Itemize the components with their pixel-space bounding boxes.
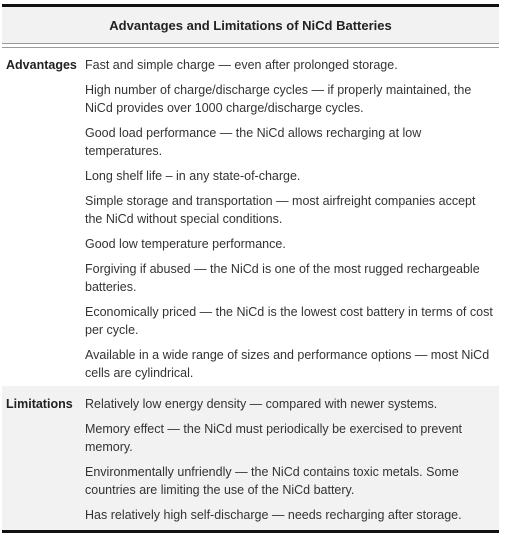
advantage-item: Fast and simple charge — even after prolonged storage.	[85, 58, 398, 72]
advantage-item: Good low temperature performance.	[85, 237, 286, 251]
advantage-item: Good load performance — the NiCd allows recharging at low temperatures.	[85, 126, 422, 158]
limitation-item: Environmentally unfriendly — the NiCd contains toxic metals. Some countries are limiting the use of the NiCd battery.	[85, 465, 459, 497]
advantages-label: Advantages	[6, 58, 77, 72]
advantage-item: Economically priced — the NiCd is the lowest cost battery in terms of cost per cycle.	[85, 305, 493, 337]
limitation-item: Memory effect — the NiCd must periodically be exercised to prevent memory.	[85, 422, 463, 454]
limitations-label: Limitations	[6, 397, 73, 411]
limitation-item: Has relatively high self-discharge — needs recharging after storage.	[85, 508, 462, 522]
advantage-item: Simple storage and transportation — most airfreight companies accept the NiCd without special conditions.	[85, 194, 476, 226]
limitations-section	[2, 386, 499, 530]
advantage-item: Available in a wide range of sizes and performance options — most NiCd cells are cylindrical.	[85, 348, 490, 380]
advantage-item: Forgiving if abused — the NiCd is one of the most rugged rechargeable batteries.	[85, 262, 480, 294]
limitations-list	[85, 395, 499, 524]
advantages-section	[2, 48, 499, 386]
advantage-item: Long shelf life – in any state-of-charge.	[85, 169, 301, 183]
advantage-item: High number of charge/discharge cycles — if properly maintained, the NiCd provides over 1000 charge/discharge cycles.	[85, 83, 472, 115]
limitation-item: Relatively low energy density — compared with newer systems.	[85, 397, 438, 411]
advantages-list	[85, 56, 499, 382]
bottom-rule	[2, 530, 499, 533]
table-title: Advantages and Limitations of NiCd Batteries	[2, 7, 499, 44]
nicd-table	[2, 4, 499, 533]
